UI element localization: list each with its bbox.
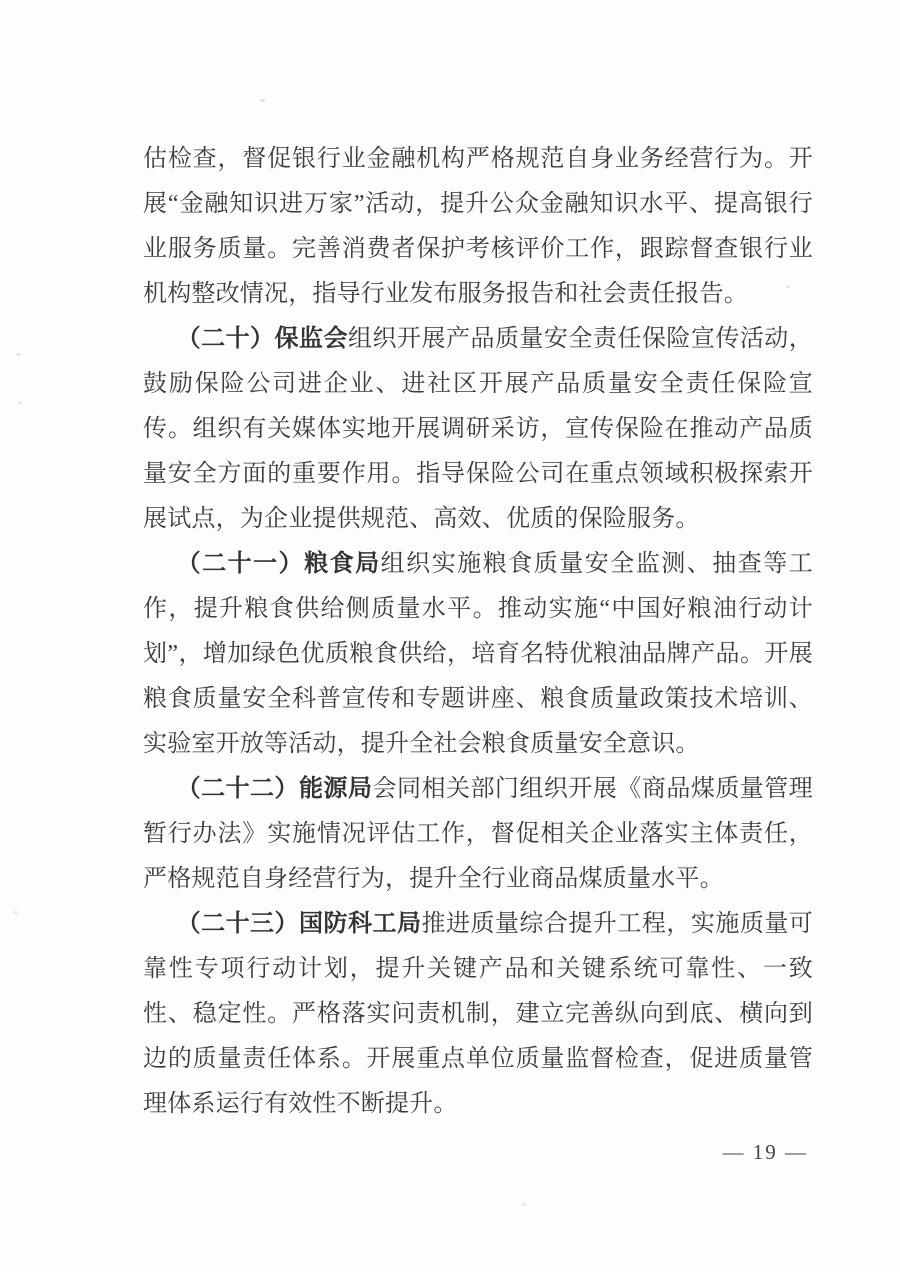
paragraph-text: 组织实施粮食质量安全监测、抽查等工作，提升粮食供给侧质量水平。推动实施“中国好粮油行动计划”，增加绿色优质粮食供给，培育名特优粮油品牌产品。开展粮食质量安全科普宣传和专题讲座、粮食质量政策技术培训、实验室开放等活动，提升全社会粮食质量安全意识。 (143, 551, 813, 757)
document-body (143, 137, 813, 1127)
paragraph-head: （二十二）能源局 (176, 776, 373, 802)
page-number: — 19 — (722, 1140, 808, 1164)
paragraph-text: 会同相关部门组织开展《商品煤质量管理暂行办法》实施情况评估工作，督促相关企业落实主体责任，严格规范自身经营行为，提升全行业商品煤质量水平。 (143, 776, 813, 892)
paragraph (143, 542, 813, 767)
paragraph-head: （二十三）国防科工局 (176, 911, 422, 937)
scan-speck (16, 353, 21, 356)
scan-speck (18, 401, 22, 404)
paragraph-text: 估检查，督促银行业金融机构严格规范自身业务经营行为。开展“金融知识进万家”活动，提升公众金融知识水平、提高银行业服务质量。完善消费者保护考核评价工作，跟踪督查银行业机构整改情况，指导行业发布服务报告和社会责任报告。 (143, 146, 813, 307)
paragraph (143, 767, 813, 902)
scan-speck (13, 911, 18, 914)
scan-speck (260, 99, 265, 102)
scan-speck (522, 1203, 526, 1206)
scan-speck (786, 285, 790, 288)
paragraph-head: （二十一）粮食局 (176, 551, 381, 577)
paragraph-text: 组织开展产品质量安全责任保险宣传活动，鼓励保险公司进企业、进社区开展产品质量安全责任保险宣传。组织有关媒体实地开展调研采访，宣传保险在推动产品质量安全方面的重要作用。指导保险公司在重点领域积极探索开展试点，为企业提供规范、高效、优质的保险服务。 (143, 326, 813, 532)
paragraph-text: 推进质量综合提升工程，实施质量可靠性专项行动计划，提升关键产品和关键系统可靠性、一致性、稳定性。严格落实问责机制，建立完善纵向到底、横向到边的质量责任体系。开展重点单位质量监督检查，促进质量管理体系运行有效性不断提升。 (143, 911, 814, 1117)
paragraph (143, 902, 813, 1127)
paragraph (143, 317, 813, 542)
paragraph (143, 137, 813, 317)
paragraph-head: （二十）保监会 (176, 326, 349, 352)
